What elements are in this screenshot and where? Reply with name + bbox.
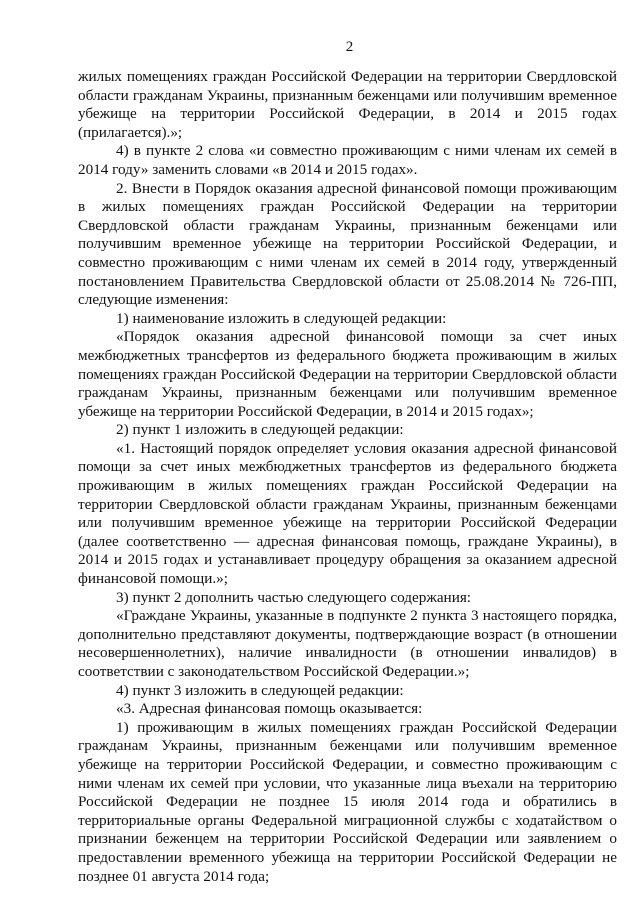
paragraph: жилых помещениях граждан Российской Федерации на территории Свердловской области гражданам Украины, признанным беженцами или получившим временное убежище на территории Российской Федерации, в 2014 и 2015 годах (прилагается).»; <box>78 68 617 141</box>
paragraph: 2. Внести в Порядок оказания адресной финансовой помощи проживающим в жилых помещениях граждан Российской Федерации на территории Свердловской области гражданам Украины, признанным беженцами или получившим временное убежище на территории Российской Федерации, и совместно проживающим с ними членам их семей в 2014 году, утвержденный постановлением Правительства Свердловской области от 25.08.2014 № 726-ПП, следующие изменения: <box>78 179 617 309</box>
paragraph: 1) наименование изложить в следующей редакции: <box>116 309 447 327</box>
paragraph: 2) пункт 1 изложить в следующей редакции: <box>116 421 404 439</box>
document-body <box>78 68 617 886</box>
paragraph: 4) в пункте 2 слова «и совместно проживающим с ними членам их семей в 2014 году» заменить словами «в 2014 и 2015 годах». <box>78 142 617 178</box>
paragraph: «Порядок оказания адресной финансовой помощи за счет иных межбюджетных трансфертов из федерального бюджета проживающим в жилых помещениях граждан Российской Федерации на территории Свердловской области гражданам Украины, признанным беженцами или получившим временное убежище на территории Российской Федерации, в 2014 и 2015 годах»; <box>78 328 617 420</box>
paragraph: «Граждане Украины, указанные в подпункте 2 пункта 3 настоящего порядка, дополнительно представляют документы, подтверждающие возраст (в отношении несовершеннолетних), наличие инвалидности (в отношении инвалидов) в соответствии с законодательством Российской Федерации.»; <box>78 607 617 680</box>
page-number: 2 <box>345 39 354 55</box>
paragraph: 1) проживающим в жилых помещениях граждан Российской Федерации гражданам Украины, признанным беженцами или получившим временное убежище на территории Российской Федерации, и совместно проживающим с ними членам их семей при условии, что указанные лица въехали на территорию Российской Федерации не позднее 15 июля 2014 года и обратились в территориальные органы Федеральной миграционной службы с ходатайством о признании беженцем на территории Российской Федерации или заявлением о предоставлении временного убежища на территории Российской Федерации не позднее 01 августа 2014 года; <box>78 718 617 885</box>
paragraph: «1. Настоящий порядок определяет условия оказания адресной финансовой помощи за счет иных межбюджетных трансфертов из федерального бюджета проживающим в жилых помещениях граждан Российской Федерации на территории Свердловской области гражданам Украины, признанным беженцами или получившим временное убежище на территории Российской Федерации (далее соответственно — адресная финансовая помощь, граждане Украины), в 2014 и 2015 годах и устанавливает процедуру обращения за оказанием адресной финансовой помощи.»; <box>78 439 617 588</box>
paragraph: 4) пункт 3 изложить в следующей редакции: <box>116 681 404 699</box>
paragraph: «3. Адресная финансовая помощь оказывается: <box>116 700 423 718</box>
paragraph: 3) пункт 2 дополнить частью следующего содержания: <box>116 588 472 606</box>
